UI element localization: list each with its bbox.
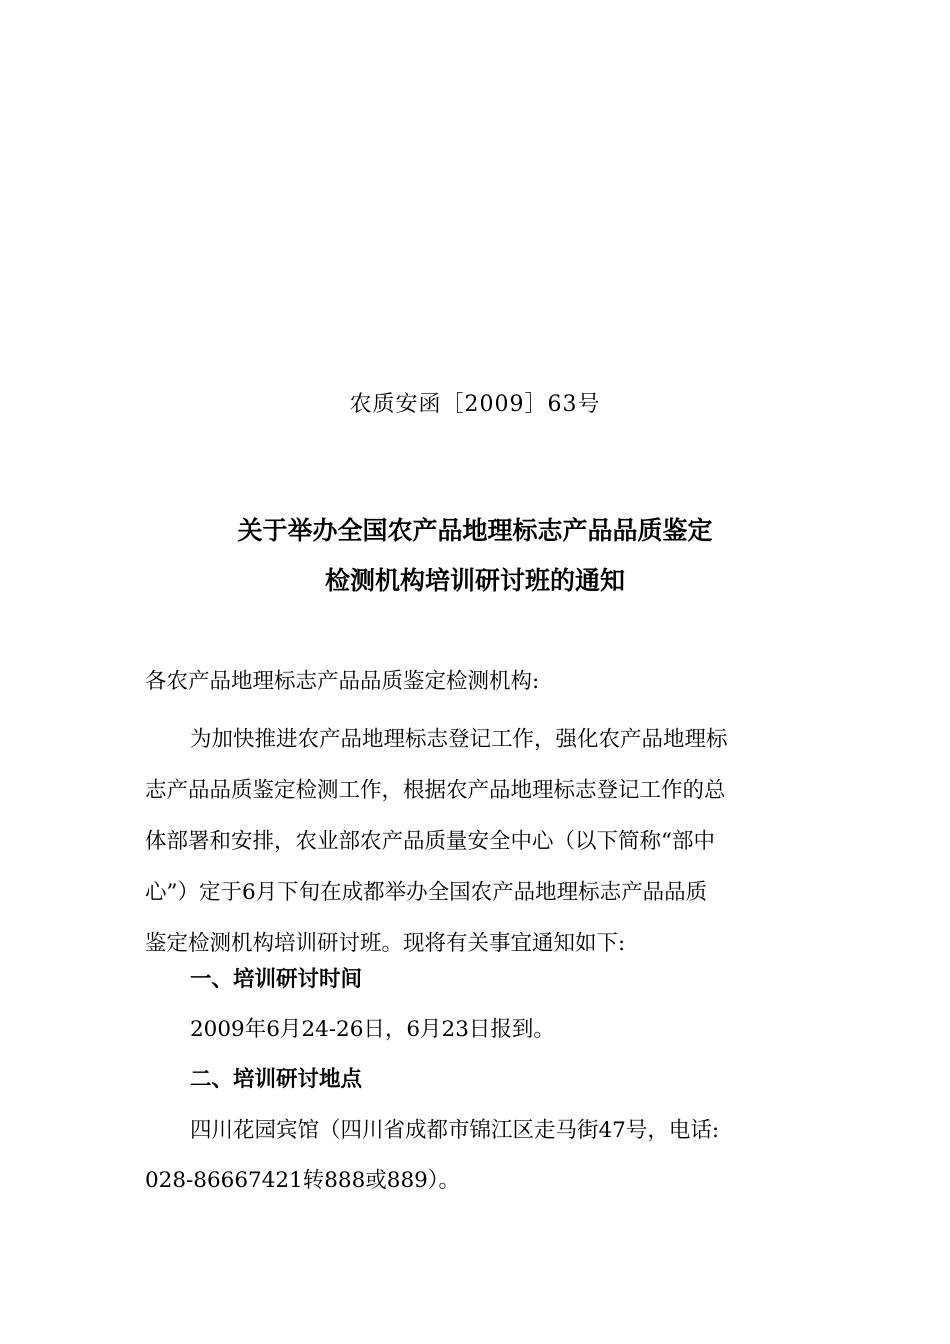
section-time-text: 2009年6月24-26日，6月23日报到。 [190, 1017, 555, 1042]
intro-line: 为加快推进农产品地理标志登记工作，强化农产品地理标 [190, 727, 728, 752]
title-line-1: 关于举办全国农产品地理标志产品品质鉴定 [237, 516, 713, 545]
section-heading-location: 二、培训研讨地点 [190, 1067, 363, 1092]
intro-line: 鉴定检测机构培训研讨班。现将有关事宜通知如下: [145, 931, 626, 956]
title-line-2: 检测机构培训研讨班的通知 [324, 566, 625, 595]
section-location-text: 028-86667421转888或889）。 [145, 1168, 461, 1193]
intro-line: 体部署和安排，农业部农产品质量安全中心（以下简称“部中 [145, 829, 715, 854]
section-heading-time: 一、培训研讨时间 [190, 967, 363, 992]
section-location-text: 四川花园宾馆（四川省成都市锦江区走马街47号，电话: [190, 1118, 720, 1143]
intro-line: 志产品品质鉴定检测工作，根据农产品地理标志登记工作的总 [145, 778, 726, 803]
intro-paragraph [145, 714, 805, 969]
intro-line: 心”）定于6月下旬在成都举办全国农产品地理标志产品品质 [145, 880, 708, 905]
addressee: 各农产品地理标志产品品质鉴定检测机构: [145, 669, 540, 694]
document-number: 农质安函［2009］63号 [349, 392, 601, 417]
